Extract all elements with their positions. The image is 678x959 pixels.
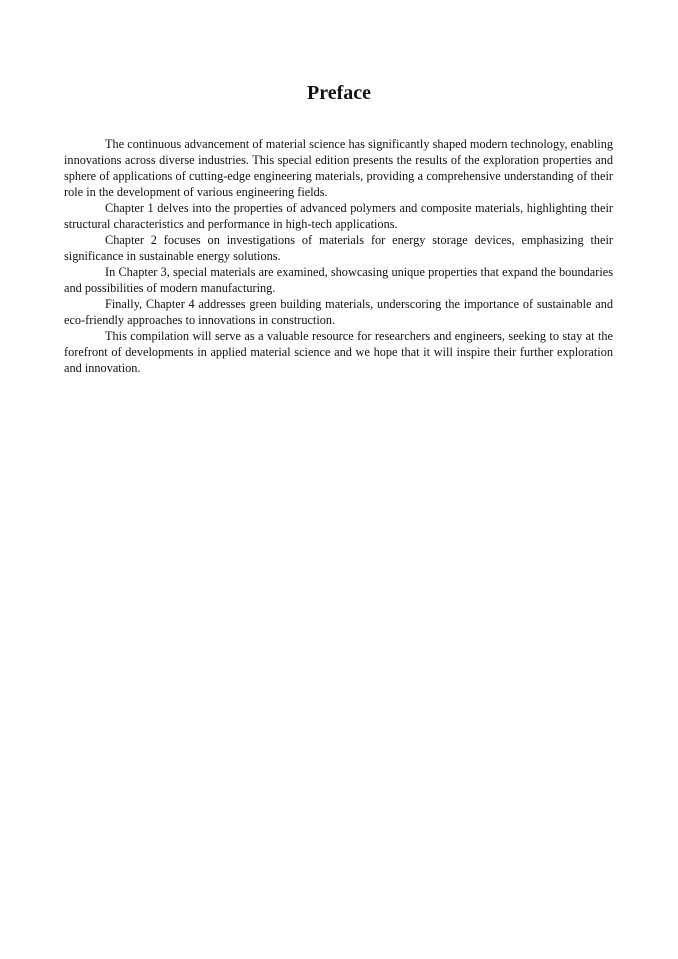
page-title: Preface [306, 82, 372, 104]
paragraph-intro: The continuous advancement of material science has significantly shaped modern technology, enabling innovations across diverse industries. This special edition presents the results of the exploration properties and sphere of applications of cutting-edge engineering materials, providing a comprehensive understanding of their role in the development of various engineering fields. [64, 137, 613, 199]
preface-body [64, 136, 613, 376]
paragraph-chapter-3: In Chapter 3, special materials are examined, showcasing unique properties that expand the boundaries and possibilities of modern manufacturing. [64, 265, 613, 295]
paragraph-closing: This compilation will serve as a valuable resource for researchers and engineers, seeking to stay at the forefront of developments in applied material science and we hope that it will inspire their further exploration and innovation. [64, 329, 613, 375]
paragraph-chapter-2: Chapter 2 focuses on investigations of materials for energy storage devices, emphasizing their significance in sustainable energy solutions. [64, 233, 613, 263]
paragraph-chapter-1: Chapter 1 delves into the properties of advanced polymers and composite materials, highlighting their structural characteristics and performance in high-tech applications. [64, 201, 613, 231]
paragraph-chapter-4: Finally, Chapter 4 addresses green building materials, underscoring the importance of sustainable and eco-friendly approaches to innovations in construction. [64, 297, 613, 327]
